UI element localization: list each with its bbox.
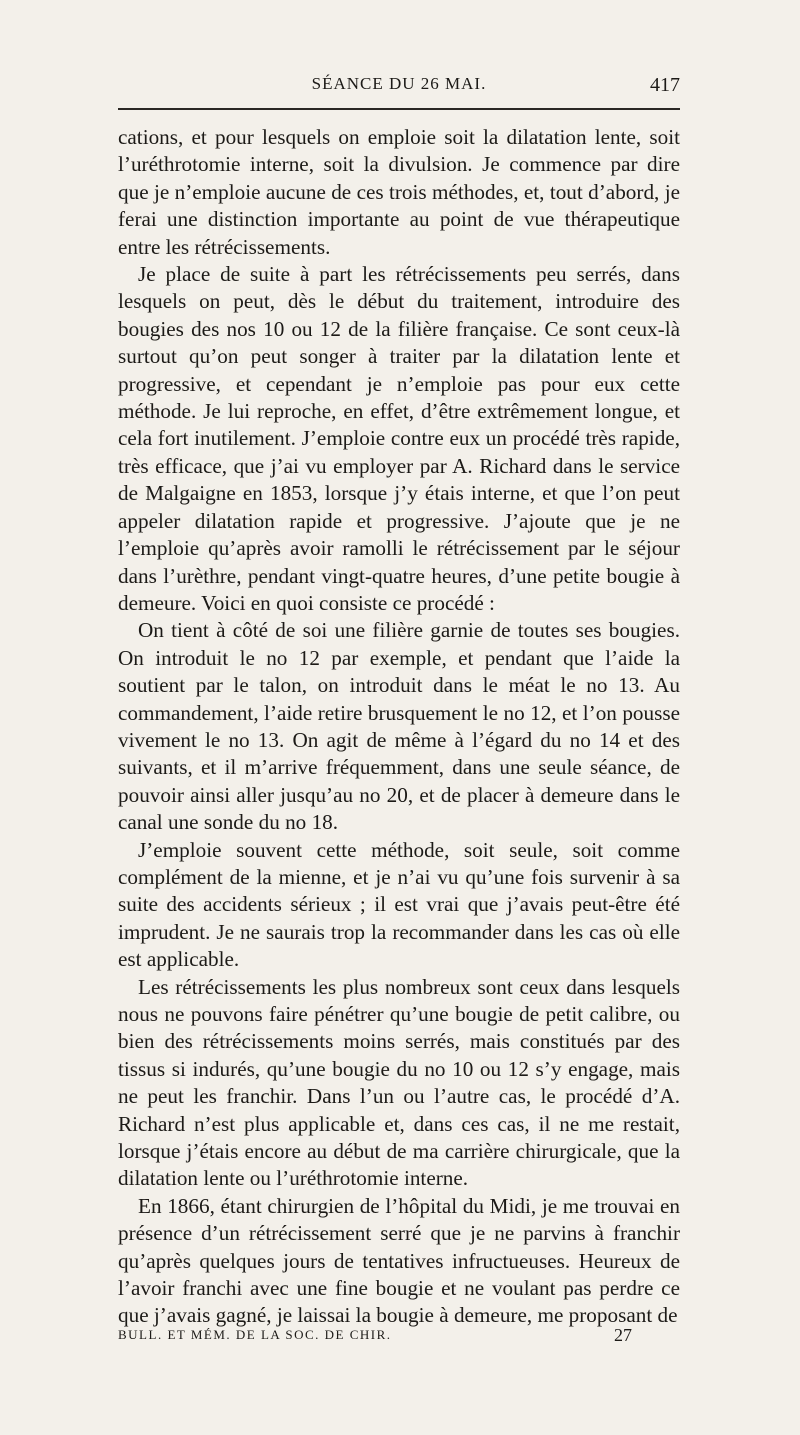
paragraph-4: J’emploie souvent cette méthode, soit seule, soit comme complément de la mienne, et je n’ai vu qu’une fois survenir à sa suite des accidents sérieux ; il est vrai que j’avais peut-être été imprudent. Je ne saurais trop la recommander dans les cas où elle est applicable. bbox=[118, 837, 680, 972]
paragraph-6: En 1866, étant chirurgien de l’hôpital du Midi, je me trouvai en présence d’un rétrécissement serré que je ne parvins à franchir qu’après quelques jours de tentatives infructueuses. Heureux de l’avoir franchi avec une fine bougie et ne voulant pas perdre ce que j’avais gagné, je laissai la bougie à demeure, me proposant de bbox=[118, 1193, 680, 1328]
signature-mark: BULL. ET MÉM. DE LA SOC. DE CHIR. bbox=[118, 1327, 392, 1342]
sheet-number: 27 bbox=[614, 1325, 632, 1345]
header-rule bbox=[118, 108, 680, 110]
paragraph-1: cations, et pour lesquels on emploie soit la dilatation lente, soit l’uréthrotomie interne, soit la divulsion. Je commence par dire que je n’emploie aucune de ces trois méthodes, et, tout d’abord, je ferai une distinction importante au point de vue thérapeutique entre les rétrécissements. bbox=[118, 125, 680, 259]
body-text bbox=[118, 124, 680, 1330]
paragraph-3: On tient à côté de soi une filière garnie de toutes ses bougies. On introduit le no 12 par exemple, et pendant que l’aide la soutient par le talon, on introduit dans le méat le no 13. Au commandement, l’aide retire brusquement le no 12, et l’on pousse vivement le no 13. On agit de même à l’égard du no 14 et des suivants, et il m’arrive fréquemment, dans une seule séance, de pouvoir ainsi aller jusqu’au no 20, et de placer à demeure dans le canal une sonde du no 18. bbox=[118, 618, 680, 835]
paragraph-2: Je place de suite à part les rétrécissements peu serrés, dans lesquels on peut, dès le début du traitement, introduire des bougies des nos 10 ou 12 de la filière française. Ce sont ceux-là surtout qu’on peut songer à traiter par la dilatation lente et progressive, et cependant je n’emploie pas pour eux cette méthode. Je lui reproche, en effet, d’être extrêmement longue, et cela fort inutilement. J’emploie contre eux un procédé très rapide, très efficace, que j’ai vu employer par A. Richard dans le service de Malgaigne en 1853, lorsque j’y étais interne, et que l’on peut appeler dilatation rapide et progressive. J’ajoute que je ne l’emploie qu’après avoir ramolli le rétrécissement par le séjour dans l’urèthre, pendant vingt-quatre heures, d’une petite bougie à demeure. Voici en quoi consiste ce procédé : bbox=[118, 262, 680, 615]
page-number: 417 bbox=[650, 74, 680, 96]
page-footer bbox=[118, 1327, 680, 1351]
running-title: SÉANCE DU 26 MAI. bbox=[311, 74, 487, 93]
page-header bbox=[118, 74, 680, 100]
paragraph-5: Les rétrécissements les plus nombreux sont ceux dans lesquels nous ne pouvons faire pénétrer qu’une bougie de petit calibre, ou bien des rétrécissements moins serrés, mais constitués par des tissus si indurés, qu’une bougie du no 10 ou 12 s’y engage, mais ne peut les franchir. Dans l’un ou l’autre cas, le procédé d’A. Richard n’est plus applicable et, dans ces cas, il ne me restait, lorsque j’étais encore au début de ma carrière chirurgicale, que la dilatation lente ou l’uréthrotomie interne. bbox=[118, 974, 680, 1191]
